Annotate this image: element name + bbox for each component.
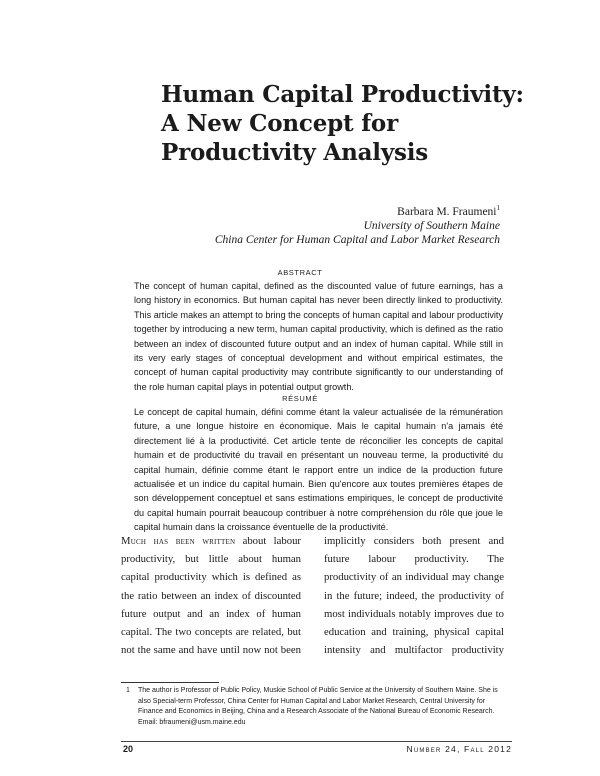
footnote-divider (121, 682, 219, 683)
body-col1-text: about labour productivity, but little about human capital productivity which is defined as the ratio between an index of discounted future output and an index of human capital. The two concepts are related, but not the same and have until now not been (121, 535, 301, 657)
resume-text: Le concept de capital humain, défini comme étant la valeur actualisée de la rémunération future, a une longue histoire en économique. Mais le capital humain n'a jamais été directement lié à la productivité. Cet article tente de réconcilier les concepts de capital humain et de productivité du travail en présentant un nouveau terme, la productivité du capital humain, définie comme étant le rapport entre un indice de la production future actualisée et un indice du capital humain. Bien qu'encore aux toutes premières étapes de son développement conceptuel et sans estimations empiriques, le concept de productivité du capital humain pourrait beaucoup contribuer à notre compréhension du rôle que joue le capital humain dans la croissance éventuelle de la productivité. (134, 407, 503, 533)
footer-divider (121, 741, 512, 742)
article-title (161, 80, 561, 167)
body-column-1 (121, 532, 301, 662)
footnote (126, 686, 500, 728)
affiliation-2: China Center for Human Capital and Labor Market Research (214, 233, 500, 246)
title-line-3: Productivity Analysis (161, 139, 429, 166)
body-lead-in: Much has been written (121, 535, 236, 547)
author-name: Barbara M. Fraumeni (397, 205, 497, 218)
abstract-text: The concept of human capital, defined as the discounted value of future earnings, has a long history in economics. But human capital has never been directly linked to productivity. This article makes an attempt to bring the concepts of human capital and labour productivity together by introducing a new term, human capital productivity, which is defined as the ratio between an index of discounted future output and an index of human capital. While still in its very early stages of conceptual development and without empirical estimates, the concept of human capital productivity may contribute significantly to our understanding of the role human capital plays in potential output growth. (134, 281, 503, 392)
body-column-2: implicitly considers both present and future labour productivity. The productivity of an individual may change in the future; indeed, the productivity of most individuals notably improves due to education and training, physical capital intensity and multifactor productivity (324, 535, 504, 657)
author-block (150, 201, 500, 247)
journal-issue: Number 24, Fall 2012 (406, 744, 512, 754)
abstract-heading: ABSTRACT (277, 268, 323, 277)
title-line-1: Human Capital Productivity: (161, 81, 524, 108)
title-line-2: A New Concept for (161, 110, 398, 137)
resume-heading: RÉSUMÉ (282, 394, 318, 403)
author-footnote-ref[interactable]: 1 (496, 204, 500, 212)
affiliation-1: University of Southern Maine (363, 219, 500, 232)
footnote-mark: 1 (126, 687, 130, 694)
author-name-line (150, 201, 500, 219)
page-number: 20 (123, 744, 134, 754)
footnote-text: The author is Professor of Public Policy, Muskie School of Public Service at the University of Southern Maine. She is also Special-term Professor, China Center for Human Capital and Labor Market Research, Central University for Finance and Economics in Beijing, China and a Research Associate of the National Bureau of Economic Research. Email: bfraumeni@usm.maine.edu (138, 687, 498, 726)
